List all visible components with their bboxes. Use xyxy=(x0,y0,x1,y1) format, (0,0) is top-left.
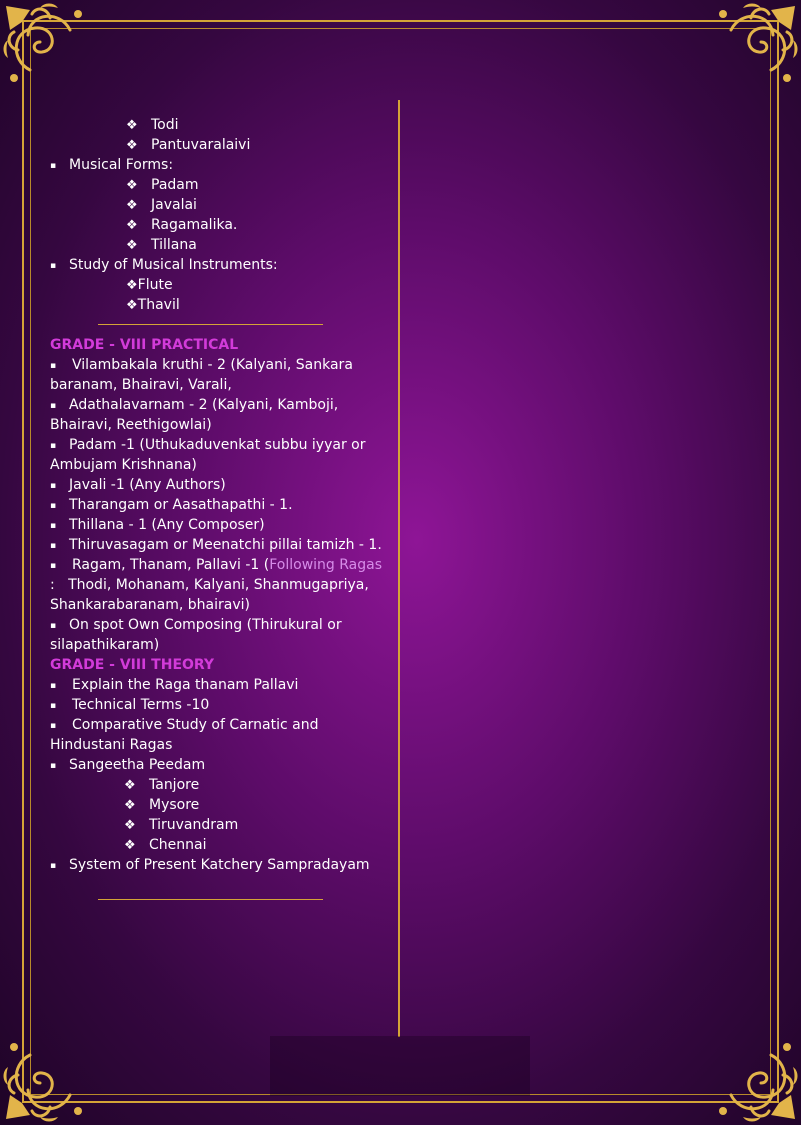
list-item: ❖ Tiruvandram xyxy=(50,815,380,835)
diamond-bullet-icon: ❖ xyxy=(124,838,136,853)
list-item: ❖ Pantuvaralaivi xyxy=(50,135,380,155)
square-bullet-icon: ▪ xyxy=(50,721,57,731)
section-heading-practical: GRADE - VIII PRACTICAL xyxy=(50,337,239,353)
list-item: ▪ Musical Forms: xyxy=(50,155,380,175)
list-item: ▪ Tharangam or Aasathapathi - 1. xyxy=(50,495,380,515)
section-heading-theory: GRADE - VIII THEORY xyxy=(50,657,215,673)
list-item: ▪ Thiruvasagam or Meenatchi pillai tamizh - 1. xyxy=(50,535,380,555)
list-item: ❖ Todi xyxy=(50,115,380,135)
footer-shade xyxy=(270,1036,530,1096)
list-item: ▪ Explain the Raga thanam Pallavi xyxy=(50,675,380,695)
square-bullet-icon: ▪ xyxy=(50,621,57,631)
corner-ornament-icon xyxy=(0,0,96,96)
diamond-bullet-icon: ❖ xyxy=(124,778,136,793)
square-bullet-icon: ▪ xyxy=(50,701,57,711)
corner-ornament-icon xyxy=(705,1029,801,1125)
list-item-continued: silapathikaram) xyxy=(50,637,160,653)
list-item: ❖ Chennai xyxy=(50,835,380,855)
list-item: ❖ Tanjore xyxy=(50,775,380,795)
square-bullet-icon: ▪ xyxy=(50,541,57,551)
list-item: ▪ Adathalavarnam - 2 (Kalyani, Kamboji, xyxy=(50,395,380,415)
diamond-bullet-icon: ❖ xyxy=(124,798,136,813)
diamond-bullet-icon: ❖ xyxy=(124,818,136,833)
list-item: ▪ Comparative Study of Carnatic and xyxy=(50,715,380,735)
list-item: ▪ Thillana - 1 (Any Composer) xyxy=(50,515,380,535)
diamond-bullet-icon: ❖ xyxy=(126,138,138,153)
diamond-bullet-icon: ❖ xyxy=(126,278,138,293)
list-item-continued: Hindustani Ragas xyxy=(50,737,173,753)
column-divider xyxy=(398,100,400,1037)
list-item: ▪ Technical Terms -10 xyxy=(50,695,380,715)
list-item-continued: Shankarabaranam, bhairavi) xyxy=(50,597,250,613)
list-item: ❖ Mysore xyxy=(50,795,380,815)
list-item: ❖Thavil xyxy=(50,295,380,315)
square-bullet-icon: ▪ xyxy=(50,861,57,871)
list-item: ▪ On spot Own Composing (Thirukural or xyxy=(50,615,380,635)
list-item-continued: : Thodi, Mohanam, Kalyani, Shanmugapriya, xyxy=(50,577,369,593)
square-bullet-icon: ▪ xyxy=(50,501,57,511)
square-bullet-icon: ▪ xyxy=(50,401,57,411)
diamond-bullet-icon: ❖ xyxy=(126,118,138,133)
list-item-continued: Ambujam Krishnana) xyxy=(50,457,197,473)
document-column xyxy=(50,115,383,875)
list-item-continued: baranam, Bhairavi, Varali, xyxy=(50,377,232,393)
highlight-text: Following Ragas xyxy=(269,557,383,573)
corner-ornament-icon xyxy=(705,0,801,96)
list-item: ▪ Study of Musical Instruments: xyxy=(50,255,380,275)
square-bullet-icon: ▪ xyxy=(50,361,57,371)
list-item: ▪ Ragam, Thanam, Pallavi -1 (Following Ragas xyxy=(50,555,380,575)
square-bullet-icon: ▪ xyxy=(50,261,57,271)
list-item: ❖ Tillana xyxy=(50,235,380,255)
square-bullet-icon: ▪ xyxy=(50,761,57,771)
list-item: ❖Flute xyxy=(50,275,380,295)
list-item: ▪ Vilambakala kruthi - 2 (Kalyani, Sankara xyxy=(50,355,380,375)
square-bullet-icon: ▪ xyxy=(50,441,57,451)
list-item: ▪ System of Present Katchery Sampradayam xyxy=(50,855,380,875)
diamond-bullet-icon: ❖ xyxy=(126,238,138,253)
diamond-bullet-icon: ❖ xyxy=(126,198,138,213)
square-bullet-icon: ▪ xyxy=(50,521,57,531)
square-bullet-icon: ▪ xyxy=(50,681,57,691)
list-item: ❖ Javalai xyxy=(50,195,380,215)
square-bullet-icon: ▪ xyxy=(50,481,57,491)
list-item: ▪ Javali -1 (Any Authors) xyxy=(50,475,380,495)
diamond-bullet-icon: ❖ xyxy=(126,178,138,193)
list-item: ▪ Padam -1 (Uthukaduvenkat subbu iyyar or xyxy=(50,435,380,455)
square-bullet-icon: ▪ xyxy=(50,561,57,571)
list-item-continued: Bhairavi, Reethigowlai) xyxy=(50,417,212,433)
list-item: ❖ Ragamalika. xyxy=(50,215,380,235)
corner-ornament-icon xyxy=(0,1029,96,1125)
diamond-bullet-icon: ❖ xyxy=(126,298,138,313)
list-item: ▪ Sangeetha Peedam xyxy=(50,755,380,775)
diamond-bullet-icon: ❖ xyxy=(126,218,138,233)
section-rule xyxy=(98,899,323,900)
list-item: ❖ Padam xyxy=(50,175,380,195)
square-bullet-icon: ▪ xyxy=(50,161,57,171)
